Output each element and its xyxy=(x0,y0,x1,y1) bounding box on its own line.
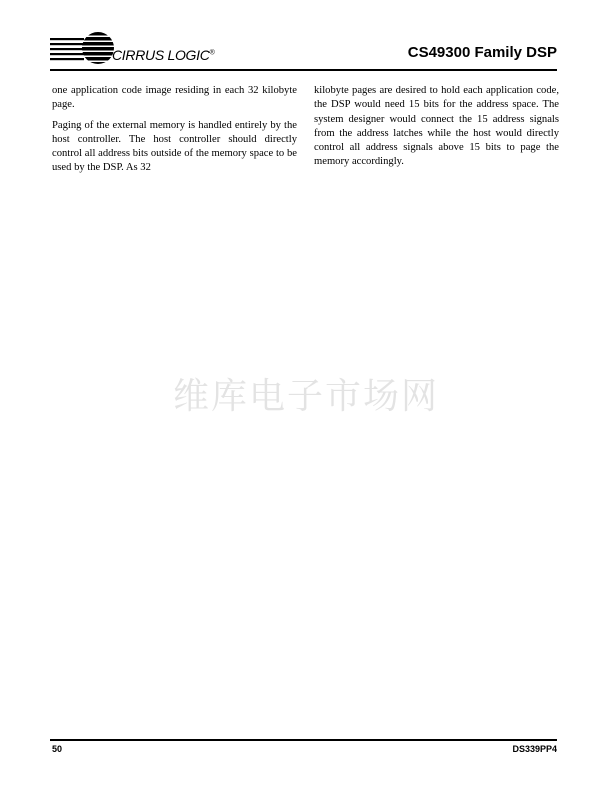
paragraph: Paging of the external memory is handled entirely by the host controller. The host controller should directly control all address bits outside of the memory space to be used by the DSP. As 32 xyxy=(52,119,297,174)
footer-divider xyxy=(50,739,557,741)
cirrus-logo-icon xyxy=(50,30,120,70)
watermark: 维库电子市场网 xyxy=(172,376,439,417)
logo-wordmark xyxy=(112,47,214,63)
logo-registered-mark: ® xyxy=(209,49,215,57)
document-id: DS339PP4 xyxy=(512,744,557,754)
header-divider xyxy=(50,69,557,71)
right-column xyxy=(314,84,559,176)
document-title: CS49300 Family DSP xyxy=(407,44,557,61)
cirrus-logic-logo xyxy=(50,30,220,70)
page-number: 50 xyxy=(52,744,63,754)
paragraph: kilobyte pages are desired to hold each application code, the DSP would need 15 bits for the address space. The system designer would connect the 15 address signals from the address latches while the host would directly control all address signals above 15 bits to page the memory accordingly. xyxy=(314,85,559,168)
left-column xyxy=(52,84,297,182)
paragraph: one application code image residing in each 32 kilobyte page. xyxy=(52,85,297,111)
logo-name: CIRRUS LOGIC xyxy=(112,47,210,63)
